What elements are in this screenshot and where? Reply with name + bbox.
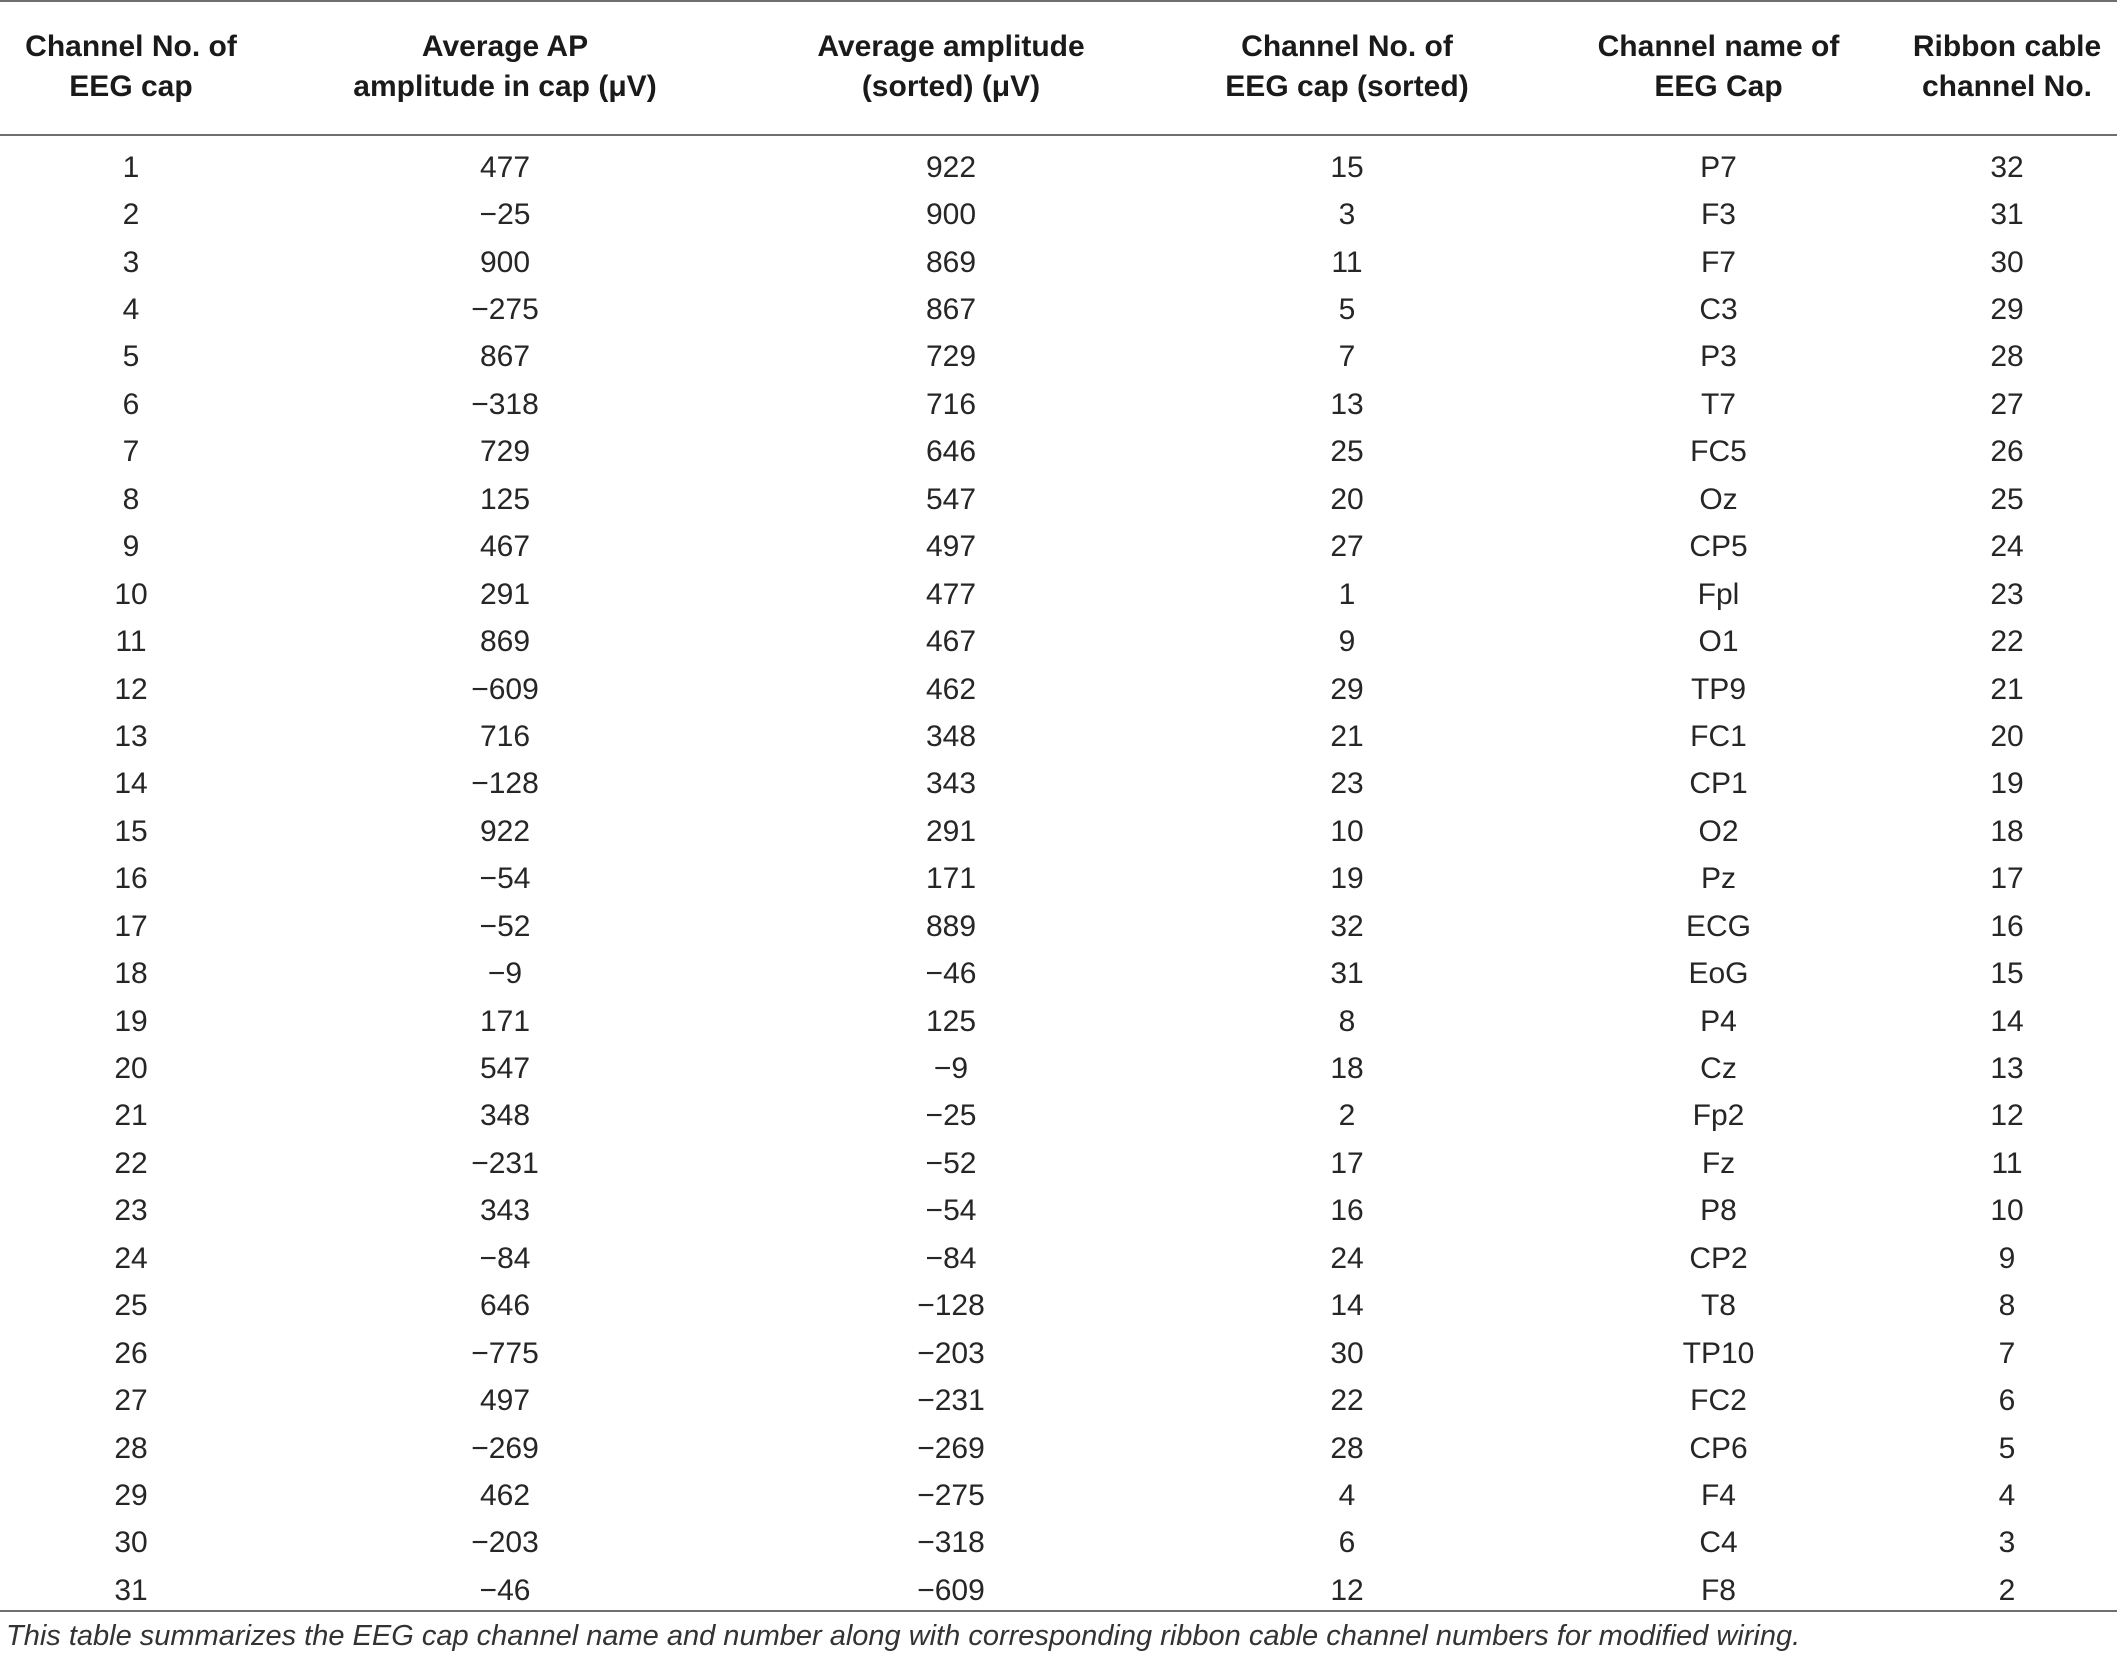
- cell-cap-channel-no: 16: [114, 862, 148, 896]
- table-row: [0, 856, 2117, 903]
- cell-cap-channel-no: 10: [114, 577, 148, 611]
- cell-cap-channel-no: 18: [114, 957, 148, 991]
- cell-cap-channel-no: 12: [114, 672, 148, 706]
- cell-ribbon-cable-channel-no: 16: [1990, 909, 2024, 943]
- cell-ribbon-cable-channel-no: 24: [1990, 530, 2024, 564]
- cell-average-amplitude-sorted: 869: [925, 245, 977, 279]
- cell-ribbon-cable-channel-no: 9: [1998, 1241, 2016, 1275]
- cell-average-amplitude-sorted: 291: [925, 814, 977, 848]
- table-row: [0, 476, 2117, 523]
- table-row: [0, 808, 2117, 855]
- cell-cap-channel-no: 14: [114, 767, 148, 801]
- table-row: [0, 618, 2117, 665]
- table-row: [0, 1140, 2117, 1187]
- cell-average-ap-amplitude: −609: [471, 672, 539, 706]
- cell-cap-channel-name: P3: [1700, 340, 1737, 374]
- cell-ribbon-cable-channel-no: 27: [1990, 387, 2024, 421]
- cell-cap-channel-name: Oz: [1699, 482, 1738, 516]
- cell-ribbon-cable-channel-no: 29: [1990, 293, 2024, 327]
- cell-cap-channel-name: FC1: [1690, 719, 1747, 753]
- cell-average-amplitude-sorted: 343: [925, 767, 977, 801]
- cell-cap-channel-name: T8: [1700, 1289, 1736, 1323]
- cell-cap-channel-no: 11: [115, 625, 147, 659]
- table-row: [0, 191, 2117, 238]
- cell-ribbon-cable-channel-no: 12: [1990, 1099, 2024, 1133]
- cell-cap-channel-name: P8: [1700, 1194, 1737, 1228]
- cell-cap-channel-no-sorted: 23: [1330, 767, 1364, 801]
- cell-cap-channel-no: 5: [122, 340, 140, 374]
- table-body: [0, 134, 2117, 1615]
- cell-ribbon-cable-channel-no: 22: [1990, 625, 2024, 659]
- cell-cap-channel-no-sorted: 24: [1330, 1241, 1364, 1275]
- cell-cap-channel-no-sorted: 25: [1330, 435, 1364, 469]
- cell-average-amplitude-sorted: 348: [925, 719, 977, 753]
- cell-average-amplitude-sorted: 171: [925, 862, 977, 896]
- cell-average-ap-amplitude: −231: [471, 1146, 539, 1180]
- cell-average-amplitude-sorted: −52: [925, 1146, 977, 1180]
- cell-average-ap-amplitude: −318: [471, 387, 539, 421]
- cell-cap-channel-no-sorted: 8: [1338, 1004, 1356, 1038]
- cell-cap-channel-no-sorted: 5: [1338, 293, 1356, 327]
- cell-cap-channel-no-sorted: 14: [1330, 1289, 1364, 1323]
- cell-average-ap-amplitude: 125: [479, 482, 531, 516]
- table-row: [0, 1330, 2117, 1377]
- cell-average-amplitude-sorted: −275: [917, 1478, 985, 1512]
- cell-average-amplitude-sorted: 477: [925, 577, 977, 611]
- cell-average-amplitude-sorted: 467: [925, 625, 977, 659]
- cell-cap-channel-name: Cz: [1700, 1052, 1737, 1086]
- cell-average-amplitude-sorted: 922: [925, 150, 977, 184]
- cell-cap-channel-no: 2: [122, 198, 140, 232]
- cell-cap-channel-no: 17: [114, 909, 148, 943]
- cell-cap-channel-no-sorted: 19: [1330, 862, 1364, 896]
- table-row: [0, 1045, 2117, 1092]
- header-cap-channel-no-sorted: Channel No. of EEG cap (sorted): [1225, 30, 1469, 103]
- cell-cap-channel-no: 1: [122, 150, 140, 184]
- header-row: [0, 0, 2117, 134]
- cell-cap-channel-name: TP9: [1690, 672, 1747, 706]
- cell-average-amplitude-sorted: −46: [925, 957, 977, 991]
- cell-cap-channel-no: 8: [122, 482, 140, 516]
- table-row: [0, 1472, 2117, 1519]
- header-average-amplitude-sorted: Average amplitude (sorted) (μV): [817, 30, 1085, 103]
- cell-cap-channel-no-sorted: 6: [1338, 1526, 1356, 1560]
- cell-cap-channel-no-sorted: 27: [1330, 530, 1364, 564]
- cell-average-ap-amplitude: −84: [479, 1241, 531, 1275]
- table-row: [0, 1520, 2117, 1567]
- cell-cap-channel-name: FC2: [1690, 1384, 1747, 1418]
- cell-ribbon-cable-channel-no: 5: [1998, 1431, 2016, 1465]
- cell-average-amplitude-sorted: 497: [925, 530, 977, 564]
- cell-ribbon-cable-channel-no: 18: [1990, 814, 2024, 848]
- cell-cap-channel-no: 27: [114, 1384, 148, 1418]
- cell-ribbon-cable-channel-no: 10: [1990, 1194, 2024, 1228]
- cell-ribbon-cable-channel-no: 31: [1990, 198, 2024, 232]
- cell-cap-channel-no-sorted: 15: [1330, 150, 1364, 184]
- table-row: [0, 134, 2117, 191]
- cell-average-ap-amplitude: −203: [471, 1526, 539, 1560]
- cell-cap-channel-no: 23: [114, 1194, 148, 1228]
- cell-cap-channel-no: 4: [122, 293, 140, 327]
- cell-cap-channel-no-sorted: 3: [1338, 198, 1356, 232]
- cell-ribbon-cable-channel-no: 11: [1991, 1146, 2023, 1180]
- cell-cap-channel-no: 6: [122, 387, 140, 421]
- cell-average-ap-amplitude: 716: [479, 719, 531, 753]
- table-row: [0, 713, 2117, 760]
- cell-cap-channel-no-sorted: 2: [1338, 1099, 1356, 1133]
- cell-ribbon-cable-channel-no: 26: [1990, 435, 2024, 469]
- cell-cap-channel-no-sorted: 4: [1338, 1478, 1356, 1512]
- cell-average-amplitude-sorted: 729: [925, 340, 977, 374]
- cell-average-ap-amplitude: −275: [471, 293, 539, 327]
- cell-average-amplitude-sorted: −84: [925, 1241, 977, 1275]
- cell-average-ap-amplitude: −9: [487, 957, 523, 991]
- cell-average-amplitude-sorted: 889: [925, 909, 977, 943]
- cell-cap-channel-name: P4: [1700, 1004, 1737, 1038]
- cell-cap-channel-no-sorted: 12: [1330, 1573, 1364, 1607]
- cell-cap-channel-no: 20: [114, 1052, 148, 1086]
- cell-average-ap-amplitude: 646: [479, 1289, 531, 1323]
- cell-ribbon-cable-channel-no: 14: [1990, 1004, 2024, 1038]
- cell-average-amplitude-sorted: −318: [917, 1526, 985, 1560]
- cell-average-amplitude-sorted: 867: [925, 293, 977, 327]
- cell-average-ap-amplitude: −46: [479, 1573, 531, 1607]
- table-row: [0, 1188, 2117, 1235]
- cell-average-amplitude-sorted: −609: [917, 1573, 985, 1607]
- cell-ribbon-cable-channel-no: 30: [1990, 245, 2024, 279]
- cell-average-amplitude-sorted: −54: [925, 1194, 977, 1228]
- cell-cap-channel-no-sorted: 13: [1330, 387, 1364, 421]
- cell-cap-channel-name: EoG: [1688, 957, 1749, 991]
- cell-cap-channel-name: F8: [1700, 1573, 1736, 1607]
- table-row: [0, 903, 2117, 950]
- cell-cap-channel-no-sorted: 18: [1330, 1052, 1364, 1086]
- cell-average-amplitude-sorted: 646: [925, 435, 977, 469]
- cell-average-amplitude-sorted: 547: [925, 482, 977, 516]
- cell-cap-channel-no-sorted: 16: [1330, 1194, 1364, 1228]
- table-row: [0, 761, 2117, 808]
- cell-cap-channel-name: P7: [1700, 150, 1737, 184]
- cell-cap-channel-name: O2: [1698, 814, 1739, 848]
- cell-ribbon-cable-channel-no: 7: [1998, 1336, 2016, 1370]
- header-cap-channel-no: Channel No. of EEG cap: [25, 30, 237, 103]
- table-row: [0, 1567, 2117, 1614]
- cell-cap-channel-no: 7: [122, 435, 140, 469]
- cell-average-ap-amplitude: −54: [479, 862, 531, 896]
- cell-ribbon-cable-channel-no: 17: [1990, 862, 2024, 896]
- cell-average-ap-amplitude: −128: [471, 767, 539, 801]
- cell-cap-channel-name: C4: [1699, 1526, 1738, 1560]
- cell-ribbon-cable-channel-no: 21: [1990, 672, 2024, 706]
- cell-ribbon-cable-channel-no: 13: [1990, 1052, 2024, 1086]
- cell-cap-channel-no-sorted: 11: [1331, 245, 1363, 279]
- cell-average-amplitude-sorted: −128: [917, 1289, 985, 1323]
- table-row: [0, 286, 2117, 333]
- cell-cap-channel-no: 13: [114, 719, 148, 753]
- cell-ribbon-cable-channel-no: 19: [1990, 767, 2024, 801]
- cell-cap-channel-name: TP10: [1682, 1336, 1755, 1370]
- cell-cap-channel-name: CP2: [1689, 1241, 1748, 1275]
- cell-average-ap-amplitude: 547: [479, 1052, 531, 1086]
- cell-cap-channel-no-sorted: 30: [1330, 1336, 1364, 1370]
- cell-cap-channel-no: 29: [114, 1478, 148, 1512]
- table-row: [0, 1283, 2117, 1330]
- cell-average-amplitude-sorted: 900: [925, 198, 977, 232]
- cell-average-amplitude-sorted: 125: [925, 1004, 977, 1038]
- table-row: [0, 1093, 2117, 1140]
- table-row: [0, 239, 2117, 286]
- cell-cap-channel-name: O1: [1698, 625, 1739, 659]
- table-row: [0, 381, 2117, 428]
- cell-average-ap-amplitude: 867: [479, 340, 531, 374]
- cell-ribbon-cable-channel-no: 25: [1990, 482, 2024, 516]
- cell-cap-channel-name: CP6: [1689, 1431, 1748, 1465]
- cell-average-ap-amplitude: 922: [479, 814, 531, 848]
- cell-average-ap-amplitude: 729: [479, 435, 531, 469]
- cell-average-ap-amplitude: 348: [479, 1099, 531, 1133]
- cell-average-ap-amplitude: 900: [479, 245, 531, 279]
- cell-ribbon-cable-channel-no: 2: [1998, 1573, 2016, 1607]
- table-row: [0, 571, 2117, 618]
- cell-average-ap-amplitude: 869: [479, 625, 531, 659]
- cell-average-ap-amplitude: −269: [471, 1431, 539, 1465]
- cell-cap-channel-no-sorted: 10: [1330, 814, 1364, 848]
- cell-cap-channel-no-sorted: 9: [1338, 625, 1356, 659]
- cell-cap-channel-no-sorted: 21: [1330, 719, 1364, 753]
- cell-cap-channel-no-sorted: 17: [1330, 1146, 1364, 1180]
- cell-cap-channel-no-sorted: 29: [1330, 672, 1364, 706]
- cell-ribbon-cable-channel-no: 20: [1990, 719, 2024, 753]
- cell-average-amplitude-sorted: −203: [917, 1336, 985, 1370]
- cell-cap-channel-name: Fpl: [1697, 577, 1740, 611]
- cell-cap-channel-name: F3: [1700, 198, 1736, 232]
- cell-cap-channel-no: 28: [114, 1431, 148, 1465]
- header-cap-channel-name: Channel name of EEG Cap: [1597, 30, 1840, 103]
- table-row: [0, 998, 2117, 1045]
- header-average-ap-amplitude: Average AP amplitude in cap (μV): [353, 30, 657, 103]
- cell-cap-channel-name: Pz: [1700, 862, 1736, 896]
- cell-cap-channel-name: FC5: [1690, 435, 1747, 469]
- cell-ribbon-cable-channel-no: 8: [1998, 1289, 2016, 1323]
- table-row: [0, 1425, 2117, 1472]
- cell-average-amplitude-sorted: −269: [917, 1431, 985, 1465]
- cell-average-amplitude-sorted: 462: [925, 672, 977, 706]
- cell-cap-channel-name: CP5: [1689, 530, 1748, 564]
- table-row: [0, 429, 2117, 476]
- cell-average-ap-amplitude: −775: [471, 1336, 539, 1370]
- table-caption: This table summarizes the EEG cap channel name and number along with corresponding ribbon cable channel numbers for modified wiring.: [6, 1620, 1801, 1652]
- cell-average-ap-amplitude: 343: [479, 1194, 531, 1228]
- cell-cap-channel-no-sorted: 20: [1330, 482, 1364, 516]
- cell-cap-channel-no: 30: [114, 1526, 148, 1560]
- cell-cap-channel-name: C3: [1699, 293, 1738, 327]
- cell-cap-channel-no-sorted: 22: [1330, 1384, 1364, 1418]
- table-row: [0, 1235, 2117, 1282]
- cell-cap-channel-name: Fz: [1701, 1146, 1736, 1180]
- cell-average-amplitude-sorted: −9: [933, 1052, 969, 1086]
- cell-cap-channel-name: Fp2: [1692, 1099, 1745, 1133]
- bottom-rule: [0, 1610, 2117, 1612]
- table-row: [0, 524, 2117, 571]
- cell-ribbon-cable-channel-no: 28: [1990, 340, 2024, 374]
- cell-average-ap-amplitude: 171: [479, 1004, 531, 1038]
- cell-cap-channel-no: 25: [114, 1289, 148, 1323]
- cell-cap-channel-no: 9: [122, 530, 140, 564]
- table-row: [0, 334, 2117, 381]
- cell-average-ap-amplitude: 497: [479, 1384, 531, 1418]
- cell-average-amplitude-sorted: −231: [917, 1384, 985, 1418]
- cell-average-ap-amplitude: −25: [479, 198, 531, 232]
- cell-cap-channel-no: 22: [114, 1146, 148, 1180]
- cell-cap-channel-no-sorted: 28: [1330, 1431, 1364, 1465]
- cell-cap-channel-name: F4: [1700, 1478, 1736, 1512]
- cell-average-amplitude-sorted: −25: [925, 1099, 977, 1133]
- cell-cap-channel-name: CP1: [1689, 767, 1748, 801]
- cell-ribbon-cable-channel-no: 23: [1990, 577, 2024, 611]
- table-row: [0, 950, 2117, 997]
- cell-average-ap-amplitude: 477: [479, 150, 531, 184]
- cell-cap-channel-no-sorted: 7: [1338, 340, 1356, 374]
- cell-cap-channel-name: F7: [1700, 245, 1736, 279]
- table-row: [0, 1377, 2117, 1424]
- table-row: [0, 666, 2117, 713]
- cell-cap-channel-name: T7: [1700, 387, 1736, 421]
- cell-cap-channel-no: 19: [114, 1004, 148, 1038]
- cell-average-ap-amplitude: 291: [479, 577, 531, 611]
- cell-average-amplitude-sorted: 716: [925, 387, 977, 421]
- cell-cap-channel-no-sorted: 1: [1338, 577, 1356, 611]
- cell-ribbon-cable-channel-no: 3: [1998, 1526, 2016, 1560]
- cell-ribbon-cable-channel-no: 15: [1990, 957, 2024, 991]
- cell-ribbon-cable-channel-no: 4: [1998, 1478, 2016, 1512]
- cell-cap-channel-no: 31: [114, 1573, 148, 1607]
- cell-cap-channel-no: 3: [122, 245, 140, 279]
- cell-cap-channel-no: 24: [114, 1241, 148, 1275]
- cell-cap-channel-no-sorted: 32: [1330, 909, 1364, 943]
- cell-ribbon-cable-channel-no: 6: [1998, 1384, 2016, 1418]
- cell-cap-channel-no: 21: [114, 1099, 148, 1133]
- cell-average-ap-amplitude: −52: [479, 909, 531, 943]
- cell-cap-channel-no: 15: [114, 814, 148, 848]
- cell-cap-channel-no: 26: [114, 1336, 148, 1370]
- cell-cap-channel-no-sorted: 31: [1330, 957, 1364, 991]
- cell-cap-channel-name: ECG: [1685, 909, 1751, 943]
- header-ribbon-cable-channel-no: Ribbon cable channel No.: [1912, 30, 2102, 103]
- cell-ribbon-cable-channel-no: 32: [1990, 150, 2024, 184]
- cell-average-ap-amplitude: 462: [479, 1478, 531, 1512]
- cell-average-ap-amplitude: 467: [479, 530, 531, 564]
